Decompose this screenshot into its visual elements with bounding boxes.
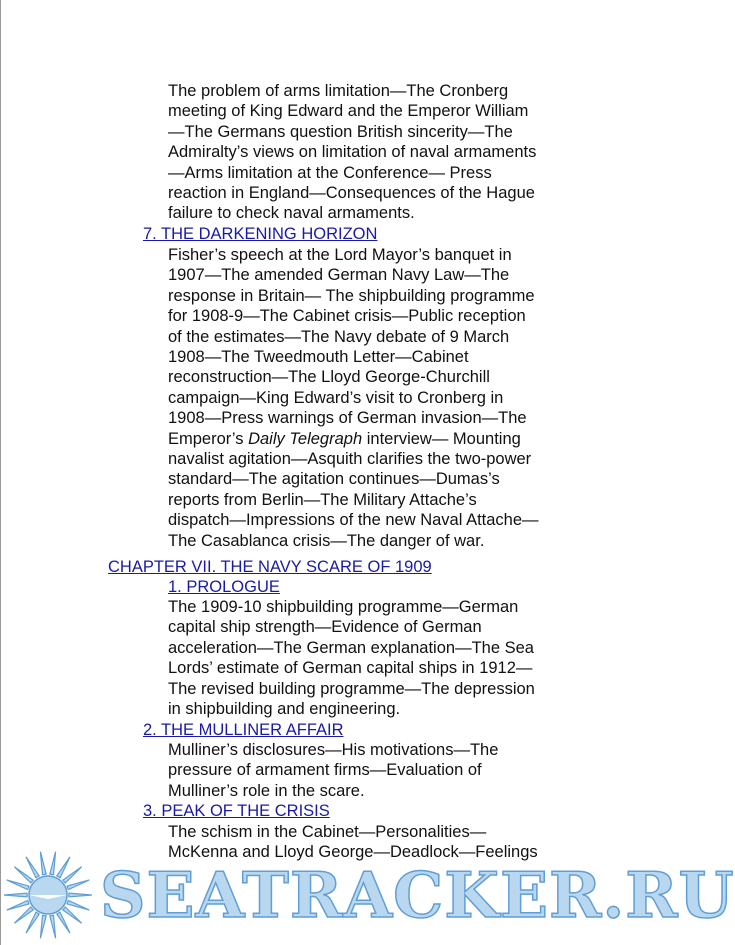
summary-line: reports from Berlin—The Military Attache’s bbox=[168, 490, 477, 509]
sun-ray bbox=[40, 852, 46, 875]
toc-link-prologue[interactable]: 1. PROLOGUE bbox=[168, 578, 280, 596]
summary-line: pressure of armament firms—Evaluation of bbox=[168, 761, 482, 780]
sun-ray bbox=[7, 880, 29, 890]
section-6-summary bbox=[168, 81, 536, 224]
sun-ray bbox=[40, 915, 46, 938]
toc-link-mulliner-affair[interactable]: 2. THE MULLINER AFFAIR bbox=[143, 721, 344, 739]
summary-line: campaign—King Edward’s visit to Cronberg in bbox=[168, 388, 504, 407]
summary-line: meeting of King Edward and the Emperor William bbox=[168, 102, 529, 121]
newspaper-title: Daily Telegraph bbox=[248, 429, 363, 448]
sun-ray bbox=[57, 857, 70, 878]
summary-line: navalist agitation—Asquith clarifies the two-power bbox=[168, 450, 532, 469]
summary-line: 1908—Press warnings of German invasion—The bbox=[168, 409, 527, 428]
line-text-after: interview— Mounting bbox=[362, 429, 521, 448]
section-7-summary bbox=[168, 245, 539, 551]
summary-line: standard—The agitation continues—Dumas’s bbox=[168, 470, 500, 489]
summary-line: The Casablanca crisis—The danger of war. bbox=[168, 531, 485, 550]
summary-line: response in Britain— The shipbuilding programme bbox=[168, 286, 535, 305]
page-left-border bbox=[0, 0, 1, 945]
sun-ray bbox=[7, 900, 29, 910]
sun-ray bbox=[69, 893, 92, 897]
summary-line: reaction in England—Consequences of the Hague bbox=[168, 184, 535, 203]
prologue-summary bbox=[168, 597, 535, 719]
sun-ray bbox=[4, 893, 27, 897]
sun-ray bbox=[63, 907, 82, 923]
summary-line: for 1908-9—The Cabinet crisis—Public reception bbox=[168, 307, 526, 326]
summary-line: Fisher’s speech at the Lord Mayor’s banquet in bbox=[168, 246, 512, 264]
sun-ray bbox=[26, 857, 39, 878]
watermark-text: SEATRACKER.RU bbox=[100, 858, 735, 932]
sun-ray bbox=[57, 912, 70, 933]
sun-ray bbox=[14, 907, 33, 923]
summary-line-with-italic bbox=[168, 429, 539, 449]
summary-line: Admiralty’s views on limitation of naval armaments bbox=[168, 143, 537, 162]
summary-line: The problem of arms limitation—The Cronberg bbox=[168, 82, 509, 100]
summary-line: Lords’ estimate of German capital ships in 1912— bbox=[168, 659, 533, 678]
sun-ray bbox=[14, 867, 33, 883]
summary-line: The 1909-10 shipbuilding programme—German bbox=[168, 598, 519, 616]
summary-line: —Arms limitation at the Conference— Press bbox=[168, 163, 492, 182]
toc-link-chapter-7[interactable]: CHAPTER VII. THE NAVY SCARE OF 1909 bbox=[108, 558, 432, 576]
summary-line: reconstruction—The Lloyd George-Churchill bbox=[168, 368, 490, 387]
summary-line: Mulliner’s disclosures—His motivations—The bbox=[168, 741, 499, 759]
summary-line: The schism in the Cabinet—Personalities— bbox=[168, 823, 487, 841]
summary-line: dispatch—Impressions of the new Naval Attache— bbox=[168, 511, 539, 530]
summary-line: in shipbuilding and engineering. bbox=[168, 700, 401, 719]
summary-line: —The Germans question British sincerity—The bbox=[168, 122, 513, 141]
summary-line: Mulliner’s role in the scare. bbox=[168, 781, 365, 800]
summary-line: of the estimates—The Navy debate of 9 March bbox=[168, 327, 510, 346]
mulliner-summary bbox=[168, 740, 498, 801]
toc-link-peak-of-crisis[interactable]: 3. PEAK OF THE CRISIS bbox=[143, 802, 330, 820]
sun-ray bbox=[50, 915, 56, 938]
summary-line: The revised building programme—The depression bbox=[168, 679, 535, 698]
sun-burst-icon bbox=[4, 852, 92, 939]
toc-link-darkening-horizon[interactable]: 7. THE DARKENING HORIZON bbox=[143, 225, 378, 243]
sun-ray bbox=[63, 867, 82, 883]
summary-line: McKenna and Lloyd George—Deadlock—Feelings bbox=[168, 843, 538, 862]
summary-line: capital ship strength—Evidence of German bbox=[168, 618, 482, 637]
line-text-before: Emperor’s bbox=[168, 429, 249, 448]
summary-line: failure to check naval armaments. bbox=[168, 204, 415, 223]
summary-line: 1908—The Tweedmouth Letter—Cabinet bbox=[168, 348, 469, 367]
sun-ray bbox=[26, 912, 39, 933]
sun-ray bbox=[50, 852, 56, 875]
summary-line: acceleration—The German explanation—The Sea bbox=[168, 638, 534, 657]
sun-ray bbox=[67, 880, 89, 890]
sun-ray bbox=[67, 900, 89, 910]
summary-line: 1907—The amended German Navy Law—The bbox=[168, 266, 510, 285]
